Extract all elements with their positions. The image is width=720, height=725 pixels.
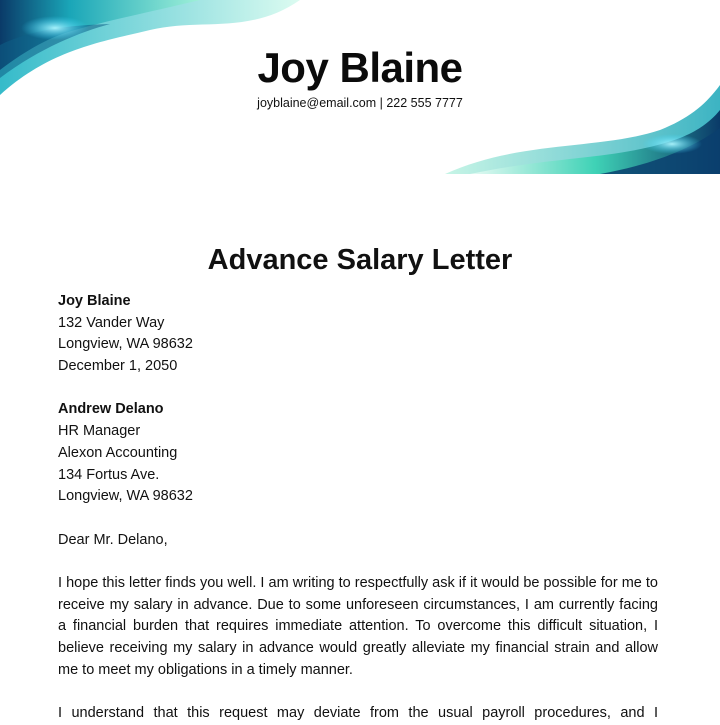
recipient-company: Alexon Accounting — [58, 444, 178, 461]
recipient-address-block — [58, 399, 658, 508]
sender-name-heading: Joy Blaine — [257, 44, 463, 91]
sender-name: Joy Blaine — [58, 293, 131, 309]
salutation: Dear Mr. Delano, — [58, 531, 168, 548]
sender-contact-info: joyblaine@email.com | 222 555 7777 — [257, 96, 463, 110]
letter-date: December 1, 2050 — [58, 358, 178, 375]
sender-city: Longview, WA 98632 — [58, 336, 193, 353]
recipient-city: Longview, WA 98632 — [58, 488, 193, 505]
body-paragraph: I understand that this request may deviate from the usual payroll procedures, and I — [58, 704, 658, 721]
body-paragraph: I hope this letter finds you well. I am writing to respectfully ask if it would be possible for me to receive my salary in advance. Due to some unforeseen circumstances, I am currently facing a financial burden that requires immediate attention. To overcome this difficult situation, I believe receiving my salary in advance would greatly alleviate my financial strain and allow me to meet my obligations in a timely manner. — [58, 574, 658, 678]
recipient-name: Andrew Delano — [58, 401, 164, 418]
letter-title: Advance Salary Letter — [207, 244, 513, 276]
letter-body — [58, 291, 658, 725]
sender-address-block — [58, 291, 658, 378]
recipient-title: HR Manager — [58, 423, 141, 440]
sender-street: 132 Vander Way — [58, 314, 165, 331]
recipient-street: 134 Fortus Ave. — [58, 466, 160, 483]
